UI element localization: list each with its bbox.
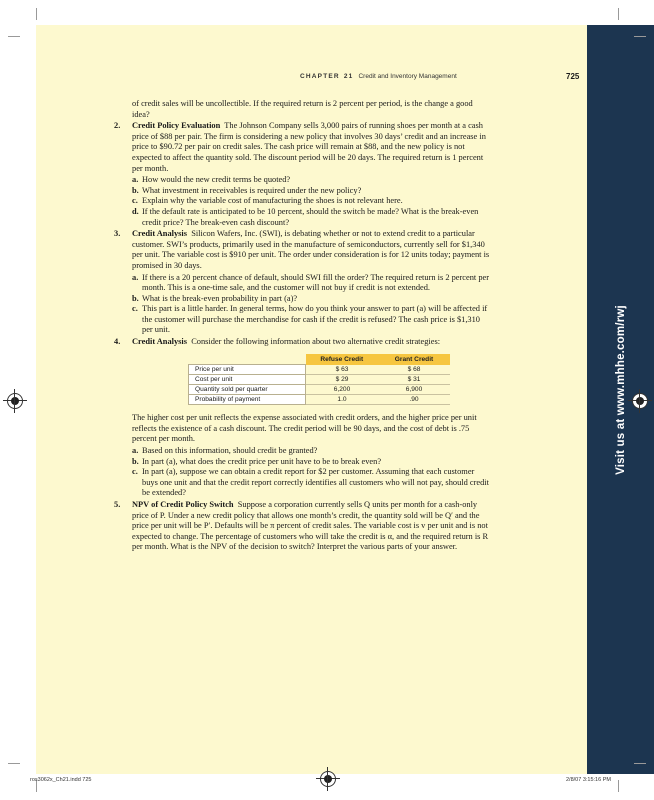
chapter-title: Credit and Inventory Management	[358, 73, 457, 80]
crop-mark	[8, 36, 20, 37]
problem-title: Credit Analysis	[132, 337, 187, 347]
problem-part: a. If there is a 20 percent chance of default, should SWI fill the order? The required return is 2 percent per month. This is a one-time sale, and the customer will not buy if credit is not extended.	[132, 272, 490, 293]
crop-mark	[634, 36, 646, 37]
problem-3	[110, 229, 490, 336]
problem-title: Credit Analysis	[132, 229, 187, 239]
problem-part: a. How would the new credit terms be quoted?	[132, 175, 291, 185]
problem-body-continued: The higher cost per unit reflects the expense associated with credit orders, and the higher price per unit reflects the existence of a cash discount. The credit period will be 90 days, and the cost of debt is .75 percent per month.	[132, 413, 477, 444]
problem-body: Suppose a corporation currently sells Q units per month for a cash-only price of P. Under a new credit policy that allows one month’s credit, the quantity sold will be Q′ and the price per unit will be P′. Defaults will be π percent of credit sales. The variable cost is v per unit and is not expected to change. The percentage of customers who will take the credit is α, and the required return is R per month. What is the NPV of the decision to switch? Interpret the various parts of your answer.	[132, 499, 489, 552]
problem-number: 2.	[114, 121, 121, 131]
table-row: Price per unit $ 63 $ 68	[189, 365, 451, 375]
column-header: Refuse Credit	[306, 354, 379, 365]
chapter-label: CHAPTER	[300, 73, 340, 80]
footer-timestamp: 2/8/07 3:15:16 PM	[566, 777, 611, 783]
crop-mark	[36, 8, 37, 20]
problem-body: Consider the following information about two alternative credit strategies:	[191, 337, 441, 347]
problem-part: c. In part (a), suppose we can obtain a credit report for $2 per customer. Assuming that each customer buys one unit and that the credit report correctly identifies all customers who will not pay, should credit be extended?	[132, 467, 489, 498]
problem-part: b. In part (a), what does the credit price per unit have to be to break even?	[132, 456, 382, 466]
problem-body: The Johnson Company sells 3,000 pairs of running shoes per month at a cash price of $88 per pair. The firm is considering a new policy that involves 30 days’ credit and an increase in price to $90.72 per pair on credit sales. The cash price will remain at $88, and the new policy is not expected to affect the quantity sold. The discount period will be 20 days. The required return is 1 percent per month.	[132, 121, 486, 173]
problem-body: Silicon Wafers, Inc. (SWI), is debating whether or not to extend credit to a particular customer. SWI’s products, primarily used in the manufacture of semiconductors, currently sell for $1,340 per unit. The variable cost is $910 per unit. The order under consideration is for 12 units today; payment is promised in 30 days.	[132, 229, 490, 270]
problem-part: a. Based on this information, should credit be granted?	[132, 445, 318, 455]
problem-list	[110, 99, 490, 553]
chapter-number: 21	[343, 73, 354, 80]
problem-part: b. What is the break-even probability in part (a)?	[132, 293, 298, 303]
registration-mark-icon	[7, 393, 23, 409]
crop-mark	[618, 780, 619, 792]
registration-mark-icon	[320, 771, 336, 787]
crop-mark	[8, 763, 20, 764]
problem-part: b. What investment in receivables is required under the new policy?	[132, 185, 362, 195]
problem-5	[110, 500, 490, 553]
problem-number: 4.	[114, 337, 121, 347]
crop-mark	[618, 8, 619, 20]
problem-title: NPV of Credit Policy Switch	[132, 499, 234, 509]
problem-2	[110, 121, 490, 228]
page-number: 725	[566, 72, 580, 81]
problem-4	[110, 337, 490, 499]
crop-mark	[634, 763, 646, 764]
problem-part: c. Explain why the variable cost of manufacturing the shoes is not relevant here.	[132, 196, 403, 206]
table-row: Cost per unit $ 29 $ 31	[189, 375, 451, 385]
column-header: Grant Credit	[378, 354, 450, 365]
credit-strategy-table	[188, 354, 450, 406]
problem-part: c. This part is a little harder. In general terms, how do you think your answer to part (a) will be affected if the customer will purchase the merchandise for cash if the credit is refused? The cash price is $1,310 per unit.	[132, 304, 488, 335]
intro-paragraph: of credit sales will be uncollectible. If the required return is 2 percent per period, is the change a good idea?	[132, 99, 473, 119]
problem-number: 5.	[114, 499, 121, 509]
table-row: Probability of payment 1.0 .90	[189, 395, 451, 405]
footer-file: ros3062x_Ch21.indd 725	[30, 777, 92, 783]
problem-number: 3.	[114, 229, 121, 239]
registration-mark-icon	[632, 393, 648, 409]
problem-part: d. If the default rate is anticipated to be 10 percent, should the switch be made? What is the break-even credit price? The break-even cash discount?	[132, 206, 479, 227]
running-head	[300, 73, 457, 80]
problem-title: Credit Policy Evaluation	[132, 121, 221, 131]
table-row: Quantity sold per quarter 6,200 6,900	[189, 385, 451, 395]
